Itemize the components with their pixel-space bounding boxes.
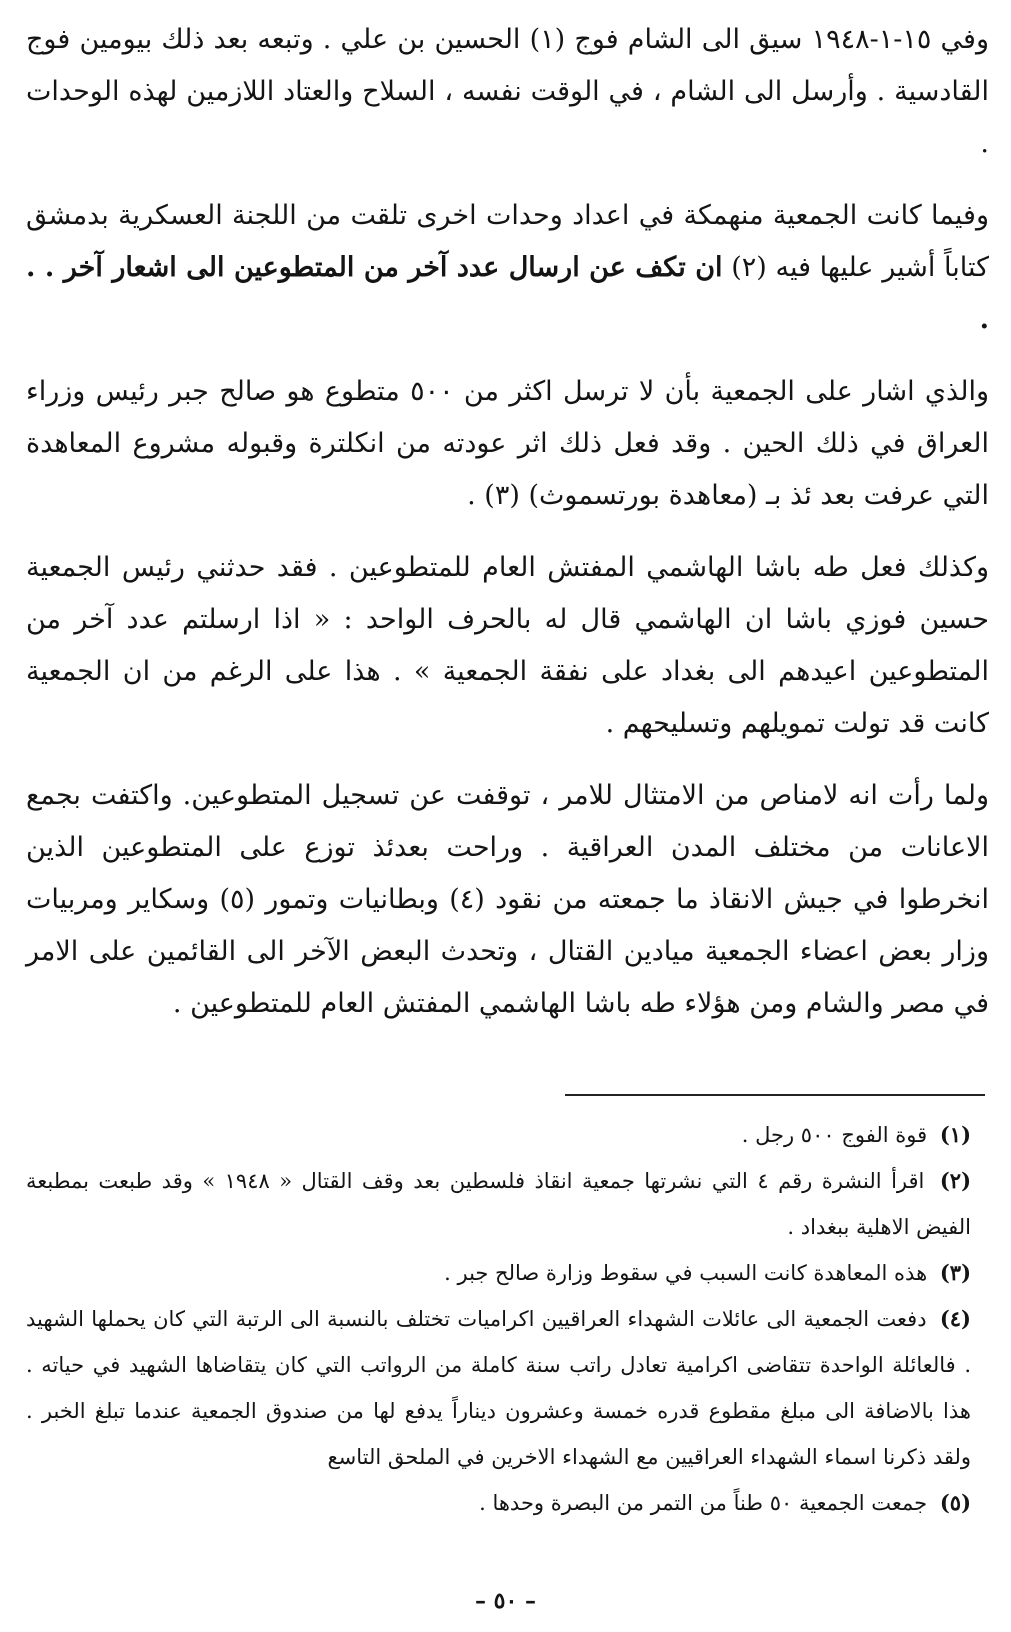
main-text <box>26 14 989 1030</box>
footnote-3-number: (٣) <box>939 1260 971 1285</box>
footnote-2-text: اقرأ النشرة رقم ٤ التي نشرتها جمعية انقاذ فلسطين بعد وقف القتال « ١٩٤٨ » وقد طبعت بمطبعة الفيض الاهلية ببغداد . <box>26 1169 971 1239</box>
footnotes <box>26 1112 989 1526</box>
footnote-divider <box>565 1094 985 1096</box>
footnote-3 <box>26 1250 989 1296</box>
paragraph-2-emphasis: ان تكف عن ارسال عدد آخر من المتطوعين الى اشعار آخر . . . <box>26 252 989 335</box>
footnote-5-number: (٥) <box>939 1490 971 1515</box>
paragraph-2-text: وفيما كانت الجمعية منهمكة في اعداد وحدات اخرى تلقت من اللجنة العسكرية بدمشق كتاباً أشير عليها فيه (٢) <box>26 200 990 283</box>
paragraph-4: وكذلك فعل طه باشا الهاشمي المفتش العام للمتطوعين . فقد حدثني رئيس الجمعية حسين فوزي باشا ان الهاشمي قال له بالحرف الواحد : « اذا ارسلتم عدد آخر من المتطوعين اعيدهم الى بغداد على نفقة الجمعية » . هذا على الرغم من ان الجمعية كانت قد تولت تمويلهم وتسليحهم . <box>26 552 989 739</box>
footnote-4-number: (٤) <box>939 1306 971 1331</box>
footnote-2-number: (٢) <box>939 1168 971 1193</box>
footnote-4-text: دفعت الجمعية الى عائلات الشهداء العراقيين اكراميات تختلف بالنسبة الى الرتبة التي كان يحملها الشهيد . فالعائلة الواحدة تتقاضى اكرامية تعادل راتب سنة كاملة من الرواتب التي كان يتقاضاها الشهيد في حياته . هذا بالاضافة الى مبلغ مقطوع قدره خمسة وعشرون ديناراً يدفع لها من صندوق الجمعية عندما تبلغ الخبر . ولقد ذكرنا اسماء الشهداء العراقيين مع الشهداء الاخرين في الملحق التاسع <box>26 1307 971 1469</box>
footnote-1-text: قوة الفوج ٥٠٠ رجل . <box>741 1123 928 1147</box>
footnote-3-text: هذه المعاهدة كانت السبب في سقوط وزارة صالح جبر . <box>444 1261 928 1285</box>
footnote-5 <box>26 1480 989 1526</box>
footnote-5-text: جمعت الجمعية ٥٠ طناً من التمر من البصرة وحدها . <box>479 1491 928 1515</box>
paragraph-1: وفي ١٥-١-١٩٤٨ سيق الى الشام فوج (١) الحسين بن علي . وتبعه بعد ذلك بيومين فوج القادسية . وأرسل الى الشام ، في الوقت نفسه ، السلاح والعتاد اللازمين لهذه الوحدات . <box>26 24 989 159</box>
paragraph-2 <box>26 190 989 346</box>
footnote-1 <box>26 1112 989 1158</box>
page-number: – ٥٠ – <box>475 1588 536 1614</box>
footnote-2 <box>26 1158 989 1250</box>
paragraph-5: ولما رأت انه لامناص من الامتثال للامر ، توقفت عن تسجيل المتطوعين. واكتفت بجمع الاعانات من مختلف المدن العراقية . وراحت بعدئذ توزع على المتطوعين الذين انخرطوا في جيش الانقاذ ما جمعته من نقود (٤) وبطانيات وتمور (٥) وسكاير ومربيات وزار بعض اعضاء الجمعية ميادين القتال ، وتحدث البعض الآخر الى القائمين على الامر في مصر والشام ومن هؤلاء طه باشا الهاشمي المفتش العام للمتطوعين . <box>26 780 989 1019</box>
paragraph-3: والذي اشار على الجمعية بأن لا ترسل اكثر من ٥٠٠ متطوع هو صالح جبر رئيس وزراء العراق في ذلك الحين . وقد فعل ذلك اثر عودته من انكلترة وقبوله مشروع المعاهدة التي عرفت بعد ئذ بـ (معاهدة بورتسموث) (٣) . <box>26 376 989 511</box>
footnote-1-number: (١) <box>939 1122 971 1147</box>
footnote-4 <box>26 1296 989 1480</box>
